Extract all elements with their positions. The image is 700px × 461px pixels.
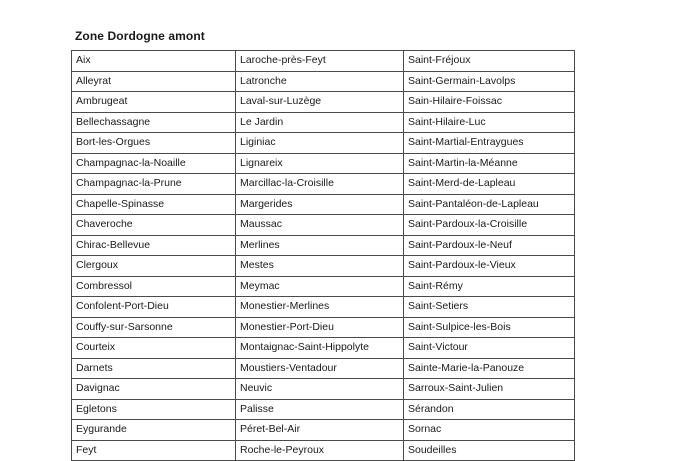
- commune-table: [71, 50, 575, 461]
- commune-cell: Soudeilles: [404, 440, 575, 461]
- commune-cell: Bellechassagne: [72, 112, 236, 133]
- commune-cell: Saint-Sulpice-les-Bois: [404, 317, 575, 338]
- commune-cell: Clergoux: [72, 256, 236, 277]
- commune-cell: Monestier-Merlines: [236, 297, 404, 318]
- table-row: [72, 379, 575, 400]
- commune-cell: Champagnac-la-Noaille: [72, 153, 236, 174]
- commune-cell: Feyt: [72, 440, 236, 461]
- table-row: [72, 317, 575, 338]
- commune-cell: Saint-Setiers: [404, 297, 575, 318]
- commune-cell: Chirac-Bellevue: [72, 235, 236, 256]
- commune-cell: Alleyrat: [72, 71, 236, 92]
- commune-cell: Merlines: [236, 235, 404, 256]
- commune-cell: Saint-Merd-de-Lapleau: [404, 174, 575, 195]
- commune-cell: Neuvic: [236, 379, 404, 400]
- table-row: [72, 420, 575, 441]
- commune-cell: Saint-Germain-Lavolps: [404, 71, 575, 92]
- commune-cell: Saint-Victour: [404, 338, 575, 359]
- table-row: [72, 358, 575, 379]
- table-row: [72, 133, 575, 154]
- commune-cell: Saint-Pardoux-la-Croisille: [404, 215, 575, 236]
- commune-cell: Combressol: [72, 276, 236, 297]
- commune-cell: Chapelle-Spinasse: [72, 194, 236, 215]
- commune-cell: Champagnac-la-Prune: [72, 174, 236, 195]
- commune-cell: Bort-les-Orgues: [72, 133, 236, 154]
- commune-cell: Saint-Pardoux-le-Neuf: [404, 235, 575, 256]
- table-row: [72, 153, 575, 174]
- table-row: [72, 112, 575, 133]
- commune-cell: Saint-Rémy: [404, 276, 575, 297]
- commune-cell: Monestier-Port-Dieu: [236, 317, 404, 338]
- commune-cell: Chaveroche: [72, 215, 236, 236]
- commune-cell: Le Jardin: [236, 112, 404, 133]
- table-row: [72, 276, 575, 297]
- commune-cell: Sérandon: [404, 399, 575, 420]
- commune-cell: Aix: [72, 51, 236, 72]
- commune-cell: Saint-Pardoux-le-Vieux: [404, 256, 575, 277]
- commune-cell: Meymac: [236, 276, 404, 297]
- commune-cell: Sain-Hilaire-Foissac: [404, 92, 575, 113]
- commune-cell: Sainte-Marie-la-Panouze: [404, 358, 575, 379]
- commune-cell: Moustiers-Ventadour: [236, 358, 404, 379]
- table-row: [72, 92, 575, 113]
- commune-cell: Mestes: [236, 256, 404, 277]
- commune-cell: Davignac: [72, 379, 236, 400]
- table-row: [72, 71, 575, 92]
- commune-cell: Darnets: [72, 358, 236, 379]
- commune-cell: Saint-Pantaléon-de-Lapleau: [404, 194, 575, 215]
- commune-cell: Ambrugeat: [72, 92, 236, 113]
- commune-cell: Latronche: [236, 71, 404, 92]
- commune-cell: Saint-Fréjoux: [404, 51, 575, 72]
- commune-cell: Egletons: [72, 399, 236, 420]
- commune-cell: Courteix: [72, 338, 236, 359]
- commune-cell: Sornac: [404, 420, 575, 441]
- commune-cell: Roche-le-Peyroux: [236, 440, 404, 461]
- commune-cell: Saint-Martin-la-Méanne: [404, 153, 575, 174]
- table-row: [72, 215, 575, 236]
- table-row: [72, 174, 575, 195]
- zone-heading: Zone Dordogne amont: [75, 29, 205, 43]
- commune-cell: Couffy-sur-Sarsonne: [72, 317, 236, 338]
- commune-cell: Eygurande: [72, 420, 236, 441]
- commune-cell: Saint-Hilaire-Luc: [404, 112, 575, 133]
- commune-cell: Confolent-Port-Dieu: [72, 297, 236, 318]
- commune-cell: Péret-Bel-Air: [236, 420, 404, 441]
- commune-cell: Sarroux-Saint-Julien: [404, 379, 575, 400]
- commune-cell: Liginiac: [236, 133, 404, 154]
- commune-cell: Maussac: [236, 215, 404, 236]
- table-row: [72, 440, 575, 461]
- table-row: [72, 338, 575, 359]
- commune-cell: Laval-sur-Luzège: [236, 92, 404, 113]
- table-row: [72, 399, 575, 420]
- commune-cell: Montaignac-Saint-Hippolyte: [236, 338, 404, 359]
- table-row: [72, 235, 575, 256]
- commune-cell: Laroche-près-Feyt: [236, 51, 404, 72]
- table-row: [72, 51, 575, 72]
- commune-cell: Saint-Martial-Entraygues: [404, 133, 575, 154]
- table-row: [72, 256, 575, 277]
- commune-cell: Margerides: [236, 194, 404, 215]
- commune-cell: Marcillac-la-Croisille: [236, 174, 404, 195]
- commune-cell: Lignareix: [236, 153, 404, 174]
- table-row: [72, 194, 575, 215]
- table-row: [72, 297, 575, 318]
- commune-cell: Palisse: [236, 399, 404, 420]
